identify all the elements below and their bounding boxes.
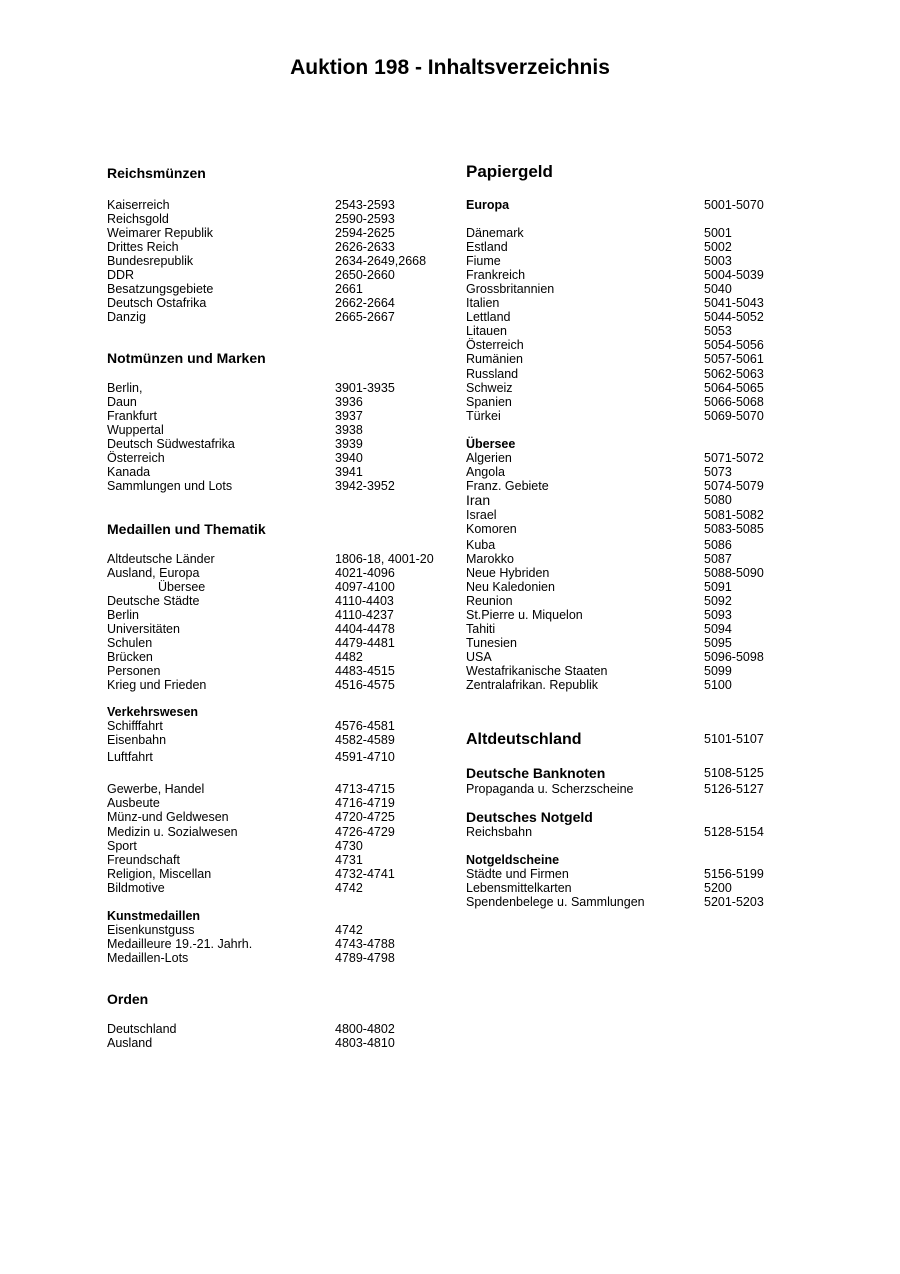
entry-label: Österreich: [107, 451, 165, 465]
entry-label: USA: [466, 650, 492, 664]
lot-range: 5069-5070: [704, 409, 764, 423]
entry-label: Schifffahrt: [107, 719, 163, 733]
lot-range: 5003: [704, 254, 732, 268]
entry-label: Propaganda u. Scherzscheine: [466, 782, 634, 796]
entry-label: Zentralafrikan. Republik: [466, 678, 599, 692]
lot-range: 5054-5056: [704, 338, 764, 352]
entry-label: Lettland: [466, 310, 511, 324]
entry-label: Übersee: [466, 437, 516, 451]
lot-range: 5071-5072: [704, 451, 764, 465]
entry-label: Fiume: [466, 254, 501, 268]
lot-range: 4726-4729: [335, 825, 395, 839]
entry-label: St.Pierre u. Miquelon: [466, 608, 583, 622]
entry-label: Deutsches Notgeld: [466, 809, 593, 825]
lot-range: 1806-18, 4001-20: [335, 552, 434, 566]
lot-range: 5128-5154: [704, 825, 764, 839]
entry-label: Algerien: [466, 451, 512, 465]
lot-range: 5126-5127: [704, 782, 764, 796]
entry-label: Schulen: [107, 636, 153, 650]
lot-range: 4404-4478: [335, 622, 395, 636]
lot-range: 5108-5125: [704, 766, 764, 780]
lot-range: 4803-4810: [335, 1036, 395, 1050]
entry-label: Ausland, Europa: [107, 566, 200, 580]
entry-label: Papiergeld: [466, 162, 553, 181]
entry-label: Westafrikanische Staaten: [466, 664, 608, 678]
lot-range: 5001-5070: [704, 198, 764, 212]
lot-range: 4110-4403: [335, 594, 394, 608]
entry-label: Verkehrswesen: [107, 705, 199, 719]
entry-label: Estland: [466, 240, 508, 254]
entry-label: Medaillen-Lots: [107, 951, 189, 965]
entry-label: Spendenbelege u. Sammlungen: [466, 895, 645, 909]
entry-label: Bundesrepublik: [107, 254, 194, 268]
lot-range: 2665-2667: [335, 310, 395, 324]
lot-range: 5099: [704, 664, 732, 678]
lot-range: 4576-4581: [335, 719, 395, 733]
lot-range: 3938: [335, 423, 363, 437]
entry-label: Brücken: [107, 650, 153, 664]
entry-label: Ausbeute: [107, 796, 160, 810]
lot-range: 5101-5107: [704, 732, 764, 746]
entry-label: Rumänien: [466, 352, 523, 366]
lot-range: 4713-4715: [335, 782, 395, 796]
entry-label: Frankreich: [466, 268, 526, 282]
entry-label: Dänemark: [466, 226, 524, 240]
lot-range: 5004-5039: [704, 268, 764, 282]
entry-label: Österreich: [466, 338, 524, 352]
lot-range: 4516-4575: [335, 678, 395, 692]
lot-range: 3939: [335, 437, 363, 451]
entry-label: Marokko: [466, 552, 514, 566]
lot-range: 5201-5203: [704, 895, 764, 909]
lot-range: 2634-2649,2668: [335, 254, 427, 268]
lot-range: 5062-5063: [704, 367, 764, 381]
lot-range: 2590-2593: [335, 212, 395, 226]
lot-range: 2543-2593: [335, 198, 395, 212]
entry-label: Tunesien: [466, 636, 517, 650]
lot-range: 4483-4515: [335, 664, 395, 678]
entry-label: Sammlungen und Lots: [107, 479, 233, 493]
lot-range: 4591-4710: [335, 750, 395, 764]
lot-range: 5092: [704, 594, 732, 608]
entry-label: Orden: [107, 991, 149, 1007]
lot-range: 3942-3952: [335, 479, 395, 493]
lot-range: 3937: [335, 409, 363, 423]
entry-label: Notmünzen und Marken: [107, 350, 266, 366]
entry-label: Drittes Reich: [107, 240, 179, 254]
entry-label: Spanien: [466, 395, 512, 409]
entry-label: Deutsch Ostafrika: [107, 296, 207, 310]
entry-label: Frankfurt: [107, 409, 158, 423]
entry-label: Übersee: [158, 580, 206, 594]
lot-range: 5156-5199: [704, 867, 764, 881]
lot-range: 5002: [704, 240, 732, 254]
lot-range: 5088-5090: [704, 566, 764, 580]
entry-label: Israel: [466, 508, 497, 522]
entry-label: Notgeldscheine: [466, 853, 560, 867]
entry-label: Litauen: [466, 324, 508, 338]
entry-label: Franz. Gebiete: [466, 479, 549, 493]
lot-range: 5053: [704, 324, 732, 338]
lot-range: 2661: [335, 282, 363, 296]
lot-range: 5091: [704, 580, 732, 594]
entry-label: Deutsche Banknoten: [466, 765, 606, 781]
entry-label: Danzig: [107, 310, 146, 324]
lot-range: 4021-4096: [335, 566, 395, 580]
lot-range: 4730: [335, 839, 363, 853]
lot-range: 4732-4741: [335, 867, 395, 881]
entry-label: Deutsche Städte: [107, 594, 200, 608]
lot-range: 5041-5043: [704, 296, 764, 310]
lot-range: 5074-5079: [704, 479, 764, 493]
entry-label: Neu Kaledonien: [466, 580, 555, 594]
entry-label: DDR: [107, 268, 135, 282]
entry-label: Altdeutschland: [466, 731, 582, 748]
entry-label: Personen: [107, 664, 161, 678]
entry-label: Deutsch Südwestafrika: [107, 437, 235, 451]
lot-range: 3901-3935: [335, 381, 395, 395]
entry-label: Freundschaft: [107, 853, 180, 867]
lot-range: 5064-5065: [704, 381, 764, 395]
entry-label: Medizin u. Sozialwesen: [107, 825, 238, 839]
entry-label: Europa: [466, 198, 510, 212]
entry-label: Berlin: [107, 608, 139, 622]
entry-label: Deutschland: [107, 1022, 177, 1036]
entry-label: Medailleure 19.-21. Jahrh.: [107, 937, 253, 951]
entry-label: Italien: [466, 296, 500, 310]
entry-label: Altdeutsche Länder: [107, 552, 215, 566]
entry-label: Wuppertal: [107, 423, 164, 437]
entry-label: Lebensmittelkarten: [466, 881, 572, 895]
lot-range: 5094: [704, 622, 732, 636]
lot-range: 2650-2660: [335, 268, 395, 282]
entry-label: Medaillen und Thematik: [107, 521, 266, 537]
entry-label: Grossbritannien: [466, 282, 555, 296]
lot-range: 5040: [704, 282, 732, 296]
page-title: Auktion 198 - Inhaltsverzeichnis: [290, 56, 610, 79]
entry-label: Berlin,: [107, 381, 143, 395]
lot-range: 4097-4100: [335, 580, 395, 594]
entry-label: Neue Hybriden: [466, 566, 550, 580]
entry-label: Universitäten: [107, 622, 180, 636]
lot-range: 2662-2664: [335, 296, 395, 310]
entry-label: Kunstmedaillen: [107, 909, 201, 923]
lot-range: 5001: [704, 226, 732, 240]
entry-label: Krieg und Frieden: [107, 678, 207, 692]
lot-range: 5086: [704, 538, 732, 552]
entry-label: Kuba: [466, 538, 496, 552]
entry-label: Religion, Miscellan: [107, 867, 212, 881]
entry-label: Reichsmünzen: [107, 165, 206, 181]
entry-label: Ausland: [107, 1036, 153, 1050]
entry-label: Reichsbahn: [466, 825, 533, 839]
entry-label: Sport: [107, 839, 137, 853]
lot-range: 4789-4798: [335, 951, 395, 965]
lot-range: 4742: [335, 923, 363, 937]
lot-range: 5200: [704, 881, 732, 895]
lot-range: 5087: [704, 552, 732, 566]
entry-label: Weimarer Republik: [107, 226, 214, 240]
lot-range: 4742: [335, 881, 363, 895]
entry-label: Komoren: [466, 522, 517, 536]
lot-range: 4743-4788: [335, 937, 395, 951]
lot-range: 4582-4589: [335, 733, 395, 747]
entry-label: Städte und Firmen: [466, 867, 569, 881]
entry-label: Daun: [107, 395, 137, 409]
lot-range: 4800-4802: [335, 1022, 395, 1036]
lot-range: 4482: [335, 650, 363, 664]
entry-label: Angola: [466, 465, 505, 479]
lot-range: 3941: [335, 465, 363, 479]
lot-range: 4731: [335, 853, 363, 867]
lot-range: 4720-4725: [335, 810, 395, 824]
lot-range: 5081-5082: [704, 508, 764, 522]
lot-range: 5095: [704, 636, 732, 650]
lot-range: 3940: [335, 451, 363, 465]
lot-range: 2626-2633: [335, 240, 395, 254]
entry-label: Bildmotive: [107, 881, 165, 895]
entry-label: Kanada: [107, 465, 151, 479]
entry-label: Eisenbahn: [107, 733, 167, 747]
lot-range: 5057-5061: [704, 352, 764, 366]
lot-range: 5093: [704, 608, 732, 622]
lot-range: 5100: [704, 678, 732, 692]
lot-range: 2594-2625: [335, 226, 395, 240]
lot-range: 4716-4719: [335, 796, 395, 810]
entry-label: Schweiz: [466, 381, 513, 395]
lot-range: 4110-4237: [335, 608, 394, 622]
lot-range: 5073: [704, 465, 732, 479]
lot-range: 5096-5098: [704, 650, 764, 664]
entry-label: Türkei: [466, 409, 501, 423]
lot-range: 5066-5068: [704, 395, 764, 409]
entry-label: Russland: [466, 367, 519, 381]
lot-range: 5080: [704, 493, 732, 507]
lot-range: 4479-4481: [335, 636, 395, 650]
entry-label: Besatzungsgebiete: [107, 282, 214, 296]
entry-label: Eisenkunstguss: [107, 923, 195, 937]
entry-label: Tahiti: [466, 622, 496, 636]
entry-label: Münz-und Geldwesen: [107, 810, 229, 824]
entry-label: Reichsgold: [107, 212, 169, 226]
entry-label: Reunion: [466, 594, 513, 608]
entry-label: Kaiserreich: [107, 198, 170, 212]
entry-label: Gewerbe, Handel: [107, 782, 205, 796]
lot-range: 3936: [335, 395, 363, 409]
entry-label: Luftfahrt: [107, 750, 153, 764]
lot-range: 5044-5052: [704, 310, 764, 324]
entry-label: Iran: [466, 492, 491, 508]
lot-range: 5083-5085: [704, 522, 764, 536]
